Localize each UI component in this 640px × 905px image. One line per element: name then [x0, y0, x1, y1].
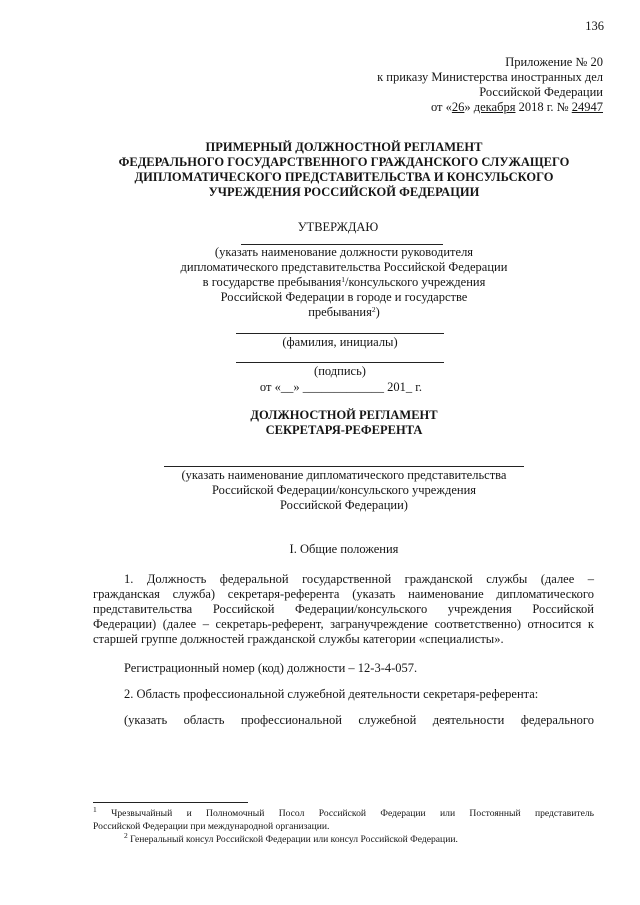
footnote-1-line-1 — [93, 805, 594, 820]
main-title-line-4: УЧРЕЖДЕНИЯ РОССИЙСКОЙ ФЕДЕРАЦИИ — [208, 185, 480, 199]
p1-line-4: Федерации) (далее – секретарь-референт, загранучреждение соответственно) относится к — [93, 617, 594, 631]
position-hint-line-3a: в государстве пребывания — [202, 275, 342, 289]
signature-line — [236, 362, 444, 363]
section-title: I. Общие положения — [289, 542, 399, 556]
order-number: 24947 — [571, 100, 603, 114]
footnote-1-mark: 1 — [93, 805, 97, 814]
p1-line-3: представительства Российской Федерации/консульского учреждения Российской — [93, 602, 594, 616]
position-hint-line-3 — [150, 275, 538, 290]
attachment-date-line — [431, 100, 603, 115]
footnote-1-text: Чрезвычайный и Полномочный Посол Российской Федерации или Постоянный представитель — [111, 808, 594, 819]
mission-hint-line-2: Российской Федерации/консульского учреждения — [211, 483, 477, 497]
footnote-2 — [124, 831, 458, 846]
position-hint-line-5b: ) — [375, 305, 380, 319]
position-hint-line-4: Российской Федерации в городе и государстве — [220, 290, 468, 304]
position-hint-line-2: дипломатического представительства Российской Федерации — [180, 260, 508, 274]
main-title-line-1: ПРИМЕРНЫЙ ДОЛЖНОСТНОЙ РЕГЛАМЕНТ — [205, 140, 483, 154]
date-prefix: от « — [430, 100, 452, 114]
approval-date-line: от «__» _____________ 201_ г. — [259, 380, 423, 394]
attachment-line-1: Приложение № 20 — [505, 55, 603, 69]
signature-hint: (подпись) — [314, 364, 366, 378]
footnote-separator — [93, 802, 248, 803]
page-number: 136 — [585, 19, 604, 33]
main-title-line-2: ФЕДЕРАЛЬНОГО ГОСУДАРСТВЕННОГО ГРАЖДАНСКОГО СЛУЖАЩЕГО — [118, 155, 570, 169]
name-hint: (фамилия, инициалы) — [282, 335, 398, 349]
footnote-2-mark: 2 — [124, 831, 128, 840]
attachment-line-3: Российской Федерации — [479, 85, 603, 99]
p1-line-1: 1. Должность федеральной государственной гражданской службы (далее – — [124, 572, 594, 586]
footnote-1-line-2: Российской Федерации при международной организации. — [93, 821, 330, 832]
date-year: 2018 г. № — [515, 100, 572, 114]
registration-number: Регистрационный номер (код) должности – 12-3-4-057. — [124, 661, 418, 675]
regulation-title-line-2: СЕКРЕТАРЯ-РЕФЕРЕНТА — [265, 423, 423, 437]
p1-line-5: старшей группе должностей гражданской службы категории «специалисты». — [93, 632, 504, 646]
footnote-ref-2: 2 — [371, 305, 376, 314]
position-hint-line-3b: /консульского учреждения — [345, 275, 486, 289]
paragraph-2: 2. Область профессиональной служебной деятельности секретаря-референта: — [124, 687, 539, 701]
paragraph-3: (указать область профессиональной служебной деятельности федерального — [124, 713, 594, 727]
p1-line-2: гражданская служба) секретаря-референта (указать наименование дипломатического — [93, 587, 594, 601]
date-mid: » — [464, 100, 474, 114]
position-hint-line-5 — [150, 305, 538, 320]
mission-hint-line-3: Российской Федерации) — [280, 498, 408, 512]
position-hint-line-1: (указать наименование должности руководителя — [214, 245, 474, 259]
mission-line — [164, 466, 524, 467]
approve-label: УТВЕРЖДАЮ — [297, 220, 379, 234]
footnote-2-text: Генеральный консул Российской Федерации или консул Российской Федерации. — [130, 834, 458, 845]
footnote-ref-1: 1 — [341, 275, 346, 284]
name-line — [236, 333, 444, 334]
main-title-line-3: ДИПЛОМАТИЧЕСКОГО ПРЕДСТАВИТЕЛЬСТВА И КОНСУЛЬСКОГО — [134, 170, 554, 184]
date-month: декабря — [473, 100, 516, 114]
date-day: 26 — [451, 100, 465, 114]
mission-hint-line-1: (указать наименование дипломатического представительства — [181, 468, 507, 482]
attachment-line-2: к приказу Министерства иностранных дел — [377, 70, 603, 84]
position-hint-line-5a: пребывания — [308, 305, 372, 319]
regulation-title-line-1: ДОЛЖНОСТНОЙ РЕГЛАМЕНТ — [250, 408, 438, 422]
